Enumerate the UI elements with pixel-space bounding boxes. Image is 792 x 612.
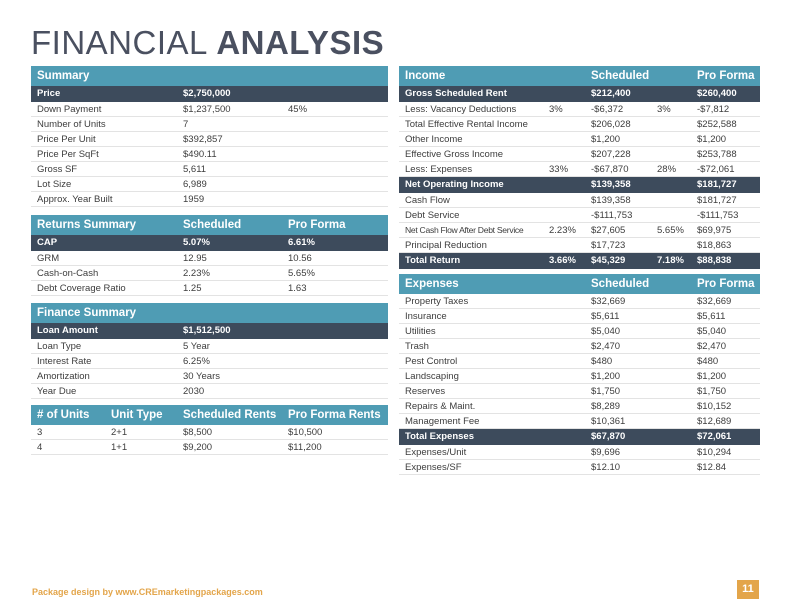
expenses-row-total [399, 429, 760, 445]
returns-label: CAP [37, 237, 58, 248]
summary-extra: 45% [288, 104, 308, 115]
units-row [31, 440, 388, 455]
summary-value: 7 [183, 119, 189, 130]
expenses-row [399, 399, 760, 414]
expenses-label: Expenses/SF [405, 462, 462, 473]
expenses-proforma: $32,669 [697, 296, 732, 307]
expenses-scheduled: $480 [591, 356, 613, 367]
income-table [399, 66, 760, 269]
income-header-scheduled: Scheduled [591, 70, 650, 82]
income-pct-scheduled: 3.66% [549, 255, 576, 266]
income-label: Total Effective Rental Income [405, 119, 528, 130]
summary-header-label: Summary [37, 70, 90, 82]
finance-label: Year Due [37, 386, 77, 397]
summary-label: Price Per Unit [37, 134, 96, 145]
summary-label: Gross SF [37, 164, 78, 175]
returns-proforma: 5.65% [288, 268, 315, 279]
summary-label: Lot Size [37, 179, 72, 190]
expenses-header-proforma: Pro Forma [697, 278, 755, 290]
returns-scheduled: 12.95 [183, 253, 207, 264]
income-row [399, 117, 760, 132]
units-header-type: Unit Type [111, 409, 163, 421]
summary-label: Down Payment [37, 104, 102, 115]
summary-label: Price [37, 88, 61, 99]
income-scheduled: $17,723 [591, 240, 626, 251]
summary-value: $1,237,500 [183, 104, 231, 115]
expenses-label: Total Expenses [405, 431, 474, 442]
expenses-row [399, 354, 760, 369]
expenses-scheduled: $32,669 [591, 296, 626, 307]
expenses-proforma: $1,200 [697, 371, 727, 382]
returns-header-scheduled: Scheduled [183, 219, 242, 231]
summary-row-price [31, 86, 388, 102]
returns-row [31, 281, 388, 296]
expenses-header-scheduled: Scheduled [591, 278, 650, 290]
income-scheduled: $207,228 [591, 149, 631, 160]
expenses-scheduled: $2,470 [591, 341, 621, 352]
returns-proforma: 1.63 [288, 283, 307, 294]
summary-row [31, 162, 388, 177]
income-pct-proforma: 5.65% [657, 225, 684, 236]
summary-value: $392,857 [183, 134, 223, 145]
expenses-scheduled: $5,040 [591, 326, 621, 337]
expenses-header-label: Expenses [405, 278, 459, 290]
income-scheduled: $139,358 [591, 195, 631, 206]
income-label: Principal Reduction [405, 240, 487, 251]
expenses-proforma: $1,750 [697, 386, 727, 397]
finance-label: Amortization [37, 371, 90, 382]
summary-row [31, 177, 388, 192]
income-row [399, 102, 760, 117]
income-label: Net Cash Flow After Debt Service [405, 225, 524, 235]
income-proforma: -$111,753 [697, 210, 739, 221]
expenses-label: Pest Control [405, 356, 458, 367]
expenses-label: Property Taxes [405, 296, 469, 307]
units-header [31, 405, 388, 425]
expenses-row [399, 384, 760, 399]
expenses-scheduled: $1,750 [591, 386, 621, 397]
units-row [31, 425, 388, 440]
income-proforma: $253,788 [697, 149, 737, 160]
summary-header [31, 66, 388, 86]
income-label: Less: Vacancy Deductions [405, 104, 517, 115]
expenses-scheduled: $10,361 [591, 416, 626, 427]
expenses-row [399, 294, 760, 309]
units-proforma: $10,500 [288, 427, 323, 438]
finance-label: Loan Type [37, 341, 82, 352]
income-pct-scheduled: 3% [549, 104, 563, 115]
income-proforma: $69,975 [697, 225, 732, 236]
expenses-scheduled: $67,870 [591, 431, 626, 442]
income-label: Debt Service [405, 210, 460, 221]
income-scheduled: -$67,870 [591, 164, 629, 175]
income-row [399, 238, 760, 253]
expenses-row [399, 369, 760, 384]
expenses-label: Expenses/Unit [405, 447, 467, 458]
finance-value: 30 Years [183, 371, 220, 382]
summary-label: Number of Units [37, 119, 106, 130]
units-table [31, 405, 388, 455]
summary-label: Approx. Year Built [37, 194, 113, 205]
finance-header [31, 303, 388, 323]
expenses-scheduled: $9,696 [591, 447, 621, 458]
units-count: 3 [37, 427, 43, 438]
income-scheduled: $1,200 [591, 134, 621, 145]
units-proforma: $11,200 [288, 442, 322, 453]
units-header-proforma: Pro Forma Rents [288, 409, 381, 421]
finance-value: 5 Year [183, 341, 210, 352]
income-proforma: -$72,061 [697, 164, 735, 175]
income-proforma: $260,400 [697, 88, 737, 99]
expenses-proforma: $5,611 [697, 311, 726, 322]
finance-label: Loan Amount [37, 325, 98, 336]
income-header-proforma: Pro Forma [697, 70, 755, 82]
finance-header-label: Finance Summary [37, 307, 137, 319]
expenses-label: Insurance [405, 311, 447, 322]
expenses-proforma: $12.84 [697, 462, 727, 473]
income-proforma: $181,727 [697, 195, 737, 206]
income-row-gross-scheduled-rent [399, 86, 760, 102]
income-row [399, 132, 760, 147]
income-pct-proforma: 28% [657, 164, 677, 175]
finance-row-loan-amount [31, 323, 388, 339]
returns-label: Debt Coverage Ratio [37, 283, 126, 294]
page-number: 11 [737, 580, 759, 599]
income-proforma: -$7,812 [697, 104, 730, 115]
returns-proforma: 6.61% [288, 237, 315, 248]
returns-proforma: 10.56 [288, 253, 312, 264]
expenses-row [399, 309, 760, 324]
summary-row [31, 132, 388, 147]
returns-scheduled: 1.25 [183, 283, 202, 294]
income-row [399, 223, 760, 238]
expenses-row [399, 445, 760, 460]
units-count: 4 [37, 442, 43, 453]
income-label: Effective Gross Income [405, 149, 504, 160]
summary-value: 5,611 [183, 164, 207, 175]
summary-table [31, 66, 388, 207]
finance-label: Interest Rate [37, 356, 92, 367]
expenses-proforma: $10,152 [697, 401, 732, 412]
income-pct-scheduled: 33% [549, 164, 569, 175]
income-scheduled: $212,400 [591, 88, 631, 99]
expenses-table [399, 274, 760, 475]
income-scheduled: $206,028 [591, 119, 631, 130]
finance-row [31, 354, 388, 369]
summary-row [31, 192, 388, 207]
income-label: Cash Flow [405, 195, 450, 206]
units-scheduled: $9,200 [183, 442, 213, 453]
expenses-scheduled: $8,289 [591, 401, 621, 412]
income-pct-proforma: 3% [657, 104, 671, 115]
income-header-label: Income [405, 70, 446, 82]
finance-table [31, 303, 388, 399]
returns-header-label: Returns Summary [37, 219, 137, 231]
income-label: Other Income [405, 134, 463, 145]
footer-credit: Package design by www.CREmarketingpackages.com [32, 587, 263, 597]
expenses-row [399, 339, 760, 354]
finance-row [31, 339, 388, 354]
summary-value: $2,750,000 [183, 88, 231, 99]
summary-row [31, 117, 388, 132]
income-row [399, 162, 760, 177]
returns-scheduled: 2.23% [183, 268, 210, 279]
income-proforma: $1,200 [697, 134, 727, 145]
income-proforma: $252,588 [697, 119, 737, 130]
income-label: Net Operating Income [405, 179, 504, 190]
expenses-label: Trash [405, 341, 429, 352]
expenses-proforma: $10,294 [697, 447, 732, 458]
income-proforma: $88,838 [697, 255, 732, 266]
income-pct-proforma: 7.18% [657, 255, 684, 266]
returns-header-proforma: Pro Forma [288, 219, 346, 231]
expenses-label: Management Fee [405, 416, 480, 427]
income-row [399, 193, 760, 208]
summary-value: 1959 [183, 194, 205, 205]
expenses-label: Reserves [405, 386, 446, 397]
expenses-header [399, 274, 760, 294]
income-row [399, 208, 760, 223]
expenses-proforma: $5,040 [697, 326, 727, 337]
finance-row [31, 369, 388, 384]
units-header-count: # of Units [37, 409, 90, 421]
page-title [31, 24, 384, 62]
expenses-label: Repairs & Maint. [405, 401, 476, 412]
expenses-proforma: $12,689 [697, 416, 732, 427]
title-bold: ANALYSIS [216, 24, 385, 61]
expenses-proforma: $2,470 [697, 341, 727, 352]
expenses-label: Landscaping [405, 371, 459, 382]
finance-row [31, 384, 388, 399]
expenses-row [399, 324, 760, 339]
income-label: Gross Scheduled Rent [405, 88, 507, 99]
returns-header [31, 215, 388, 235]
returns-table [31, 215, 388, 296]
summary-row [31, 147, 388, 162]
units-type: 2+1 [111, 427, 128, 438]
income-scheduled: $45,329 [591, 255, 626, 266]
returns-label: Cash-on-Cash [37, 268, 99, 279]
finance-value: 2030 [183, 386, 205, 397]
income-label: Less: Expenses [405, 164, 473, 175]
summary-value: 6,989 [183, 179, 207, 190]
expenses-scheduled: $5,611 [591, 311, 620, 322]
income-row-net-operating-income [399, 177, 760, 193]
income-row [399, 147, 760, 162]
income-proforma: $18,863 [697, 240, 732, 251]
finance-value: $1,512,500 [183, 325, 231, 336]
summary-row [31, 102, 388, 117]
returns-row-cap [31, 235, 388, 251]
returns-row [31, 266, 388, 281]
finance-value: 6.25% [183, 356, 210, 367]
units-scheduled: $8,500 [183, 427, 213, 438]
expenses-proforma: $480 [697, 356, 719, 367]
expenses-proforma: $72,061 [697, 431, 732, 442]
returns-label: GRM [37, 253, 60, 264]
income-scheduled: $27,605 [591, 225, 626, 236]
expenses-row [399, 414, 760, 429]
expenses-label: Utilities [405, 326, 436, 337]
income-scheduled: -$111,753 [591, 210, 633, 221]
income-scheduled: $139,358 [591, 179, 631, 190]
title-light: FINANCIAL [31, 24, 207, 61]
expenses-row [399, 460, 760, 475]
summary-value: $490.11 [183, 149, 217, 160]
income-header [399, 66, 760, 86]
income-scheduled: -$6,372 [591, 104, 624, 115]
income-label: Total Return [405, 255, 461, 266]
summary-label: Price Per SqFt [37, 149, 99, 160]
returns-row [31, 251, 388, 266]
expenses-scheduled: $12.10 [591, 462, 621, 473]
income-proforma: $181,727 [697, 179, 737, 190]
income-row-total-return [399, 253, 760, 269]
income-pct-scheduled: 2.23% [549, 225, 576, 236]
units-header-scheduled: Scheduled Rents [183, 409, 277, 421]
returns-scheduled: 5.07% [183, 237, 210, 248]
expenses-scheduled: $1,200 [591, 371, 621, 382]
units-type: 1+1 [111, 442, 128, 453]
